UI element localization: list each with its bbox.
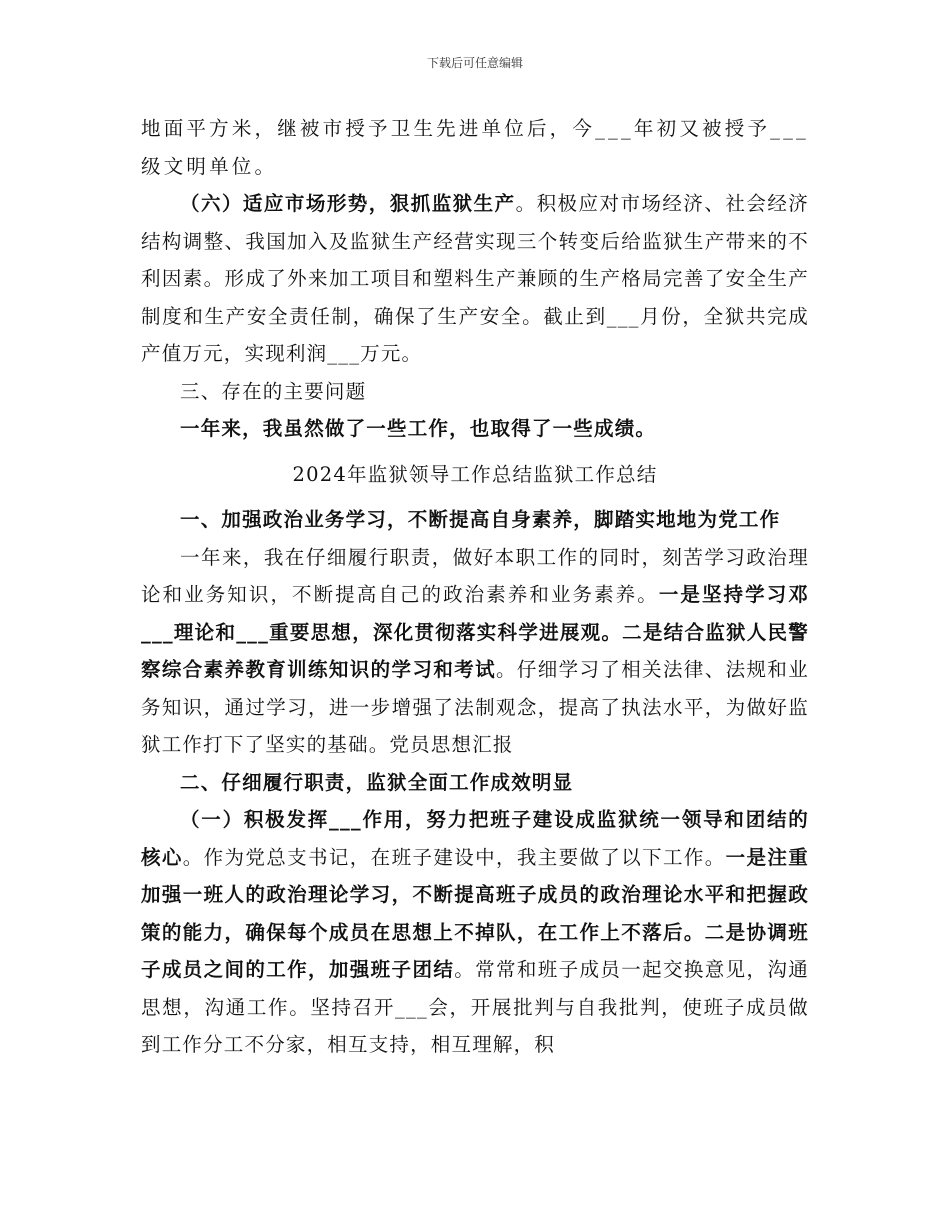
paragraph-team-text-2: 。常常和班子成员一起交换意见，沟通思想，沟通工作。坚持召开___会，开展批判与自我批判，使班子成员做到工作分工不分家，相互支持，相互理解，积 [141,958,809,1056]
paragraph-team-heading: （一）积极发挥___作用，努力把班子建设成监狱统一领导和团结的核心 [141,808,809,869]
section-heading-study: 一、加强政治业务学习，不断提高自身素养，脚踏实地地为党工作 [180,508,781,531]
paragraph-production-text: 。积极应对市场经济、社会经济结构调整、我国加入及监狱生产经营实现三个转变后给监狱生产带来的不利因素。形成了外来加工项目和塑料生产兼顾的生产格局完善了安全生产制度和生产安全责任制，确保了生产安全。截止到___月份，全狱共完成产值万元，实现利润___万元。 [141,192,809,365]
paragraph-study-text-2: 。仔细学习了相关法律、法规和业务知识，通过学习，进一步增强了法制观念，提高了执法水平，为做好监狱工作打下了坚实的基础。党员思想汇报 [141,658,809,756]
paragraph-production [141,185,809,373]
page-header: 下载后可任意编辑 [426,56,523,70]
section-heading-problems: 三、存在的主要问题 [180,379,367,403]
paragraph-team-bold: 一是注重加强一班人的政治理论学习，不断提高班子成员的政治理论水平和把握政策的能力，确保每个成员在思想上不掉队，在工作上不落后。二是协调班子成员之间的工作，加强班子团结 [141,845,809,981]
paragraph-continuation: 地面平方米，继被市授予卫生先进单位后，今___年初又被授予___级文明单位。 [141,117,809,178]
section-heading-production: （六）适应市场形势，狠抓监狱生产 [180,192,516,215]
paragraph-study [141,539,809,764]
paragraph-team-text: 。作为党总支书记，在班子建设中，我主要做了以下工作。 [182,845,726,869]
paragraph-study-text: 一年来，我在仔细履行职责，做好本职工作的同时，刻苦学习政治理论和业务知识，不断提高自己的政治素养和业务素养。 [141,545,809,606]
section-heading-duties: 二、仔细履行职责，监狱全面工作成效明显 [180,770,574,794]
document-title: 2024年监狱领导工作总结监狱工作总结 [292,462,658,486]
paragraph-study-bold: 一是坚持学习邓___理论和___重要思想，深化贯彻落实科学进展观。二是结合监狱人民警察综合素养教育训练知识的学习和考试 [141,583,809,681]
document-body [141,110,809,1064]
paragraph-team [141,801,809,1064]
paragraph-summary: 一年来，我虽然做了一些工作，也取得了一些成绩。 [180,417,657,440]
